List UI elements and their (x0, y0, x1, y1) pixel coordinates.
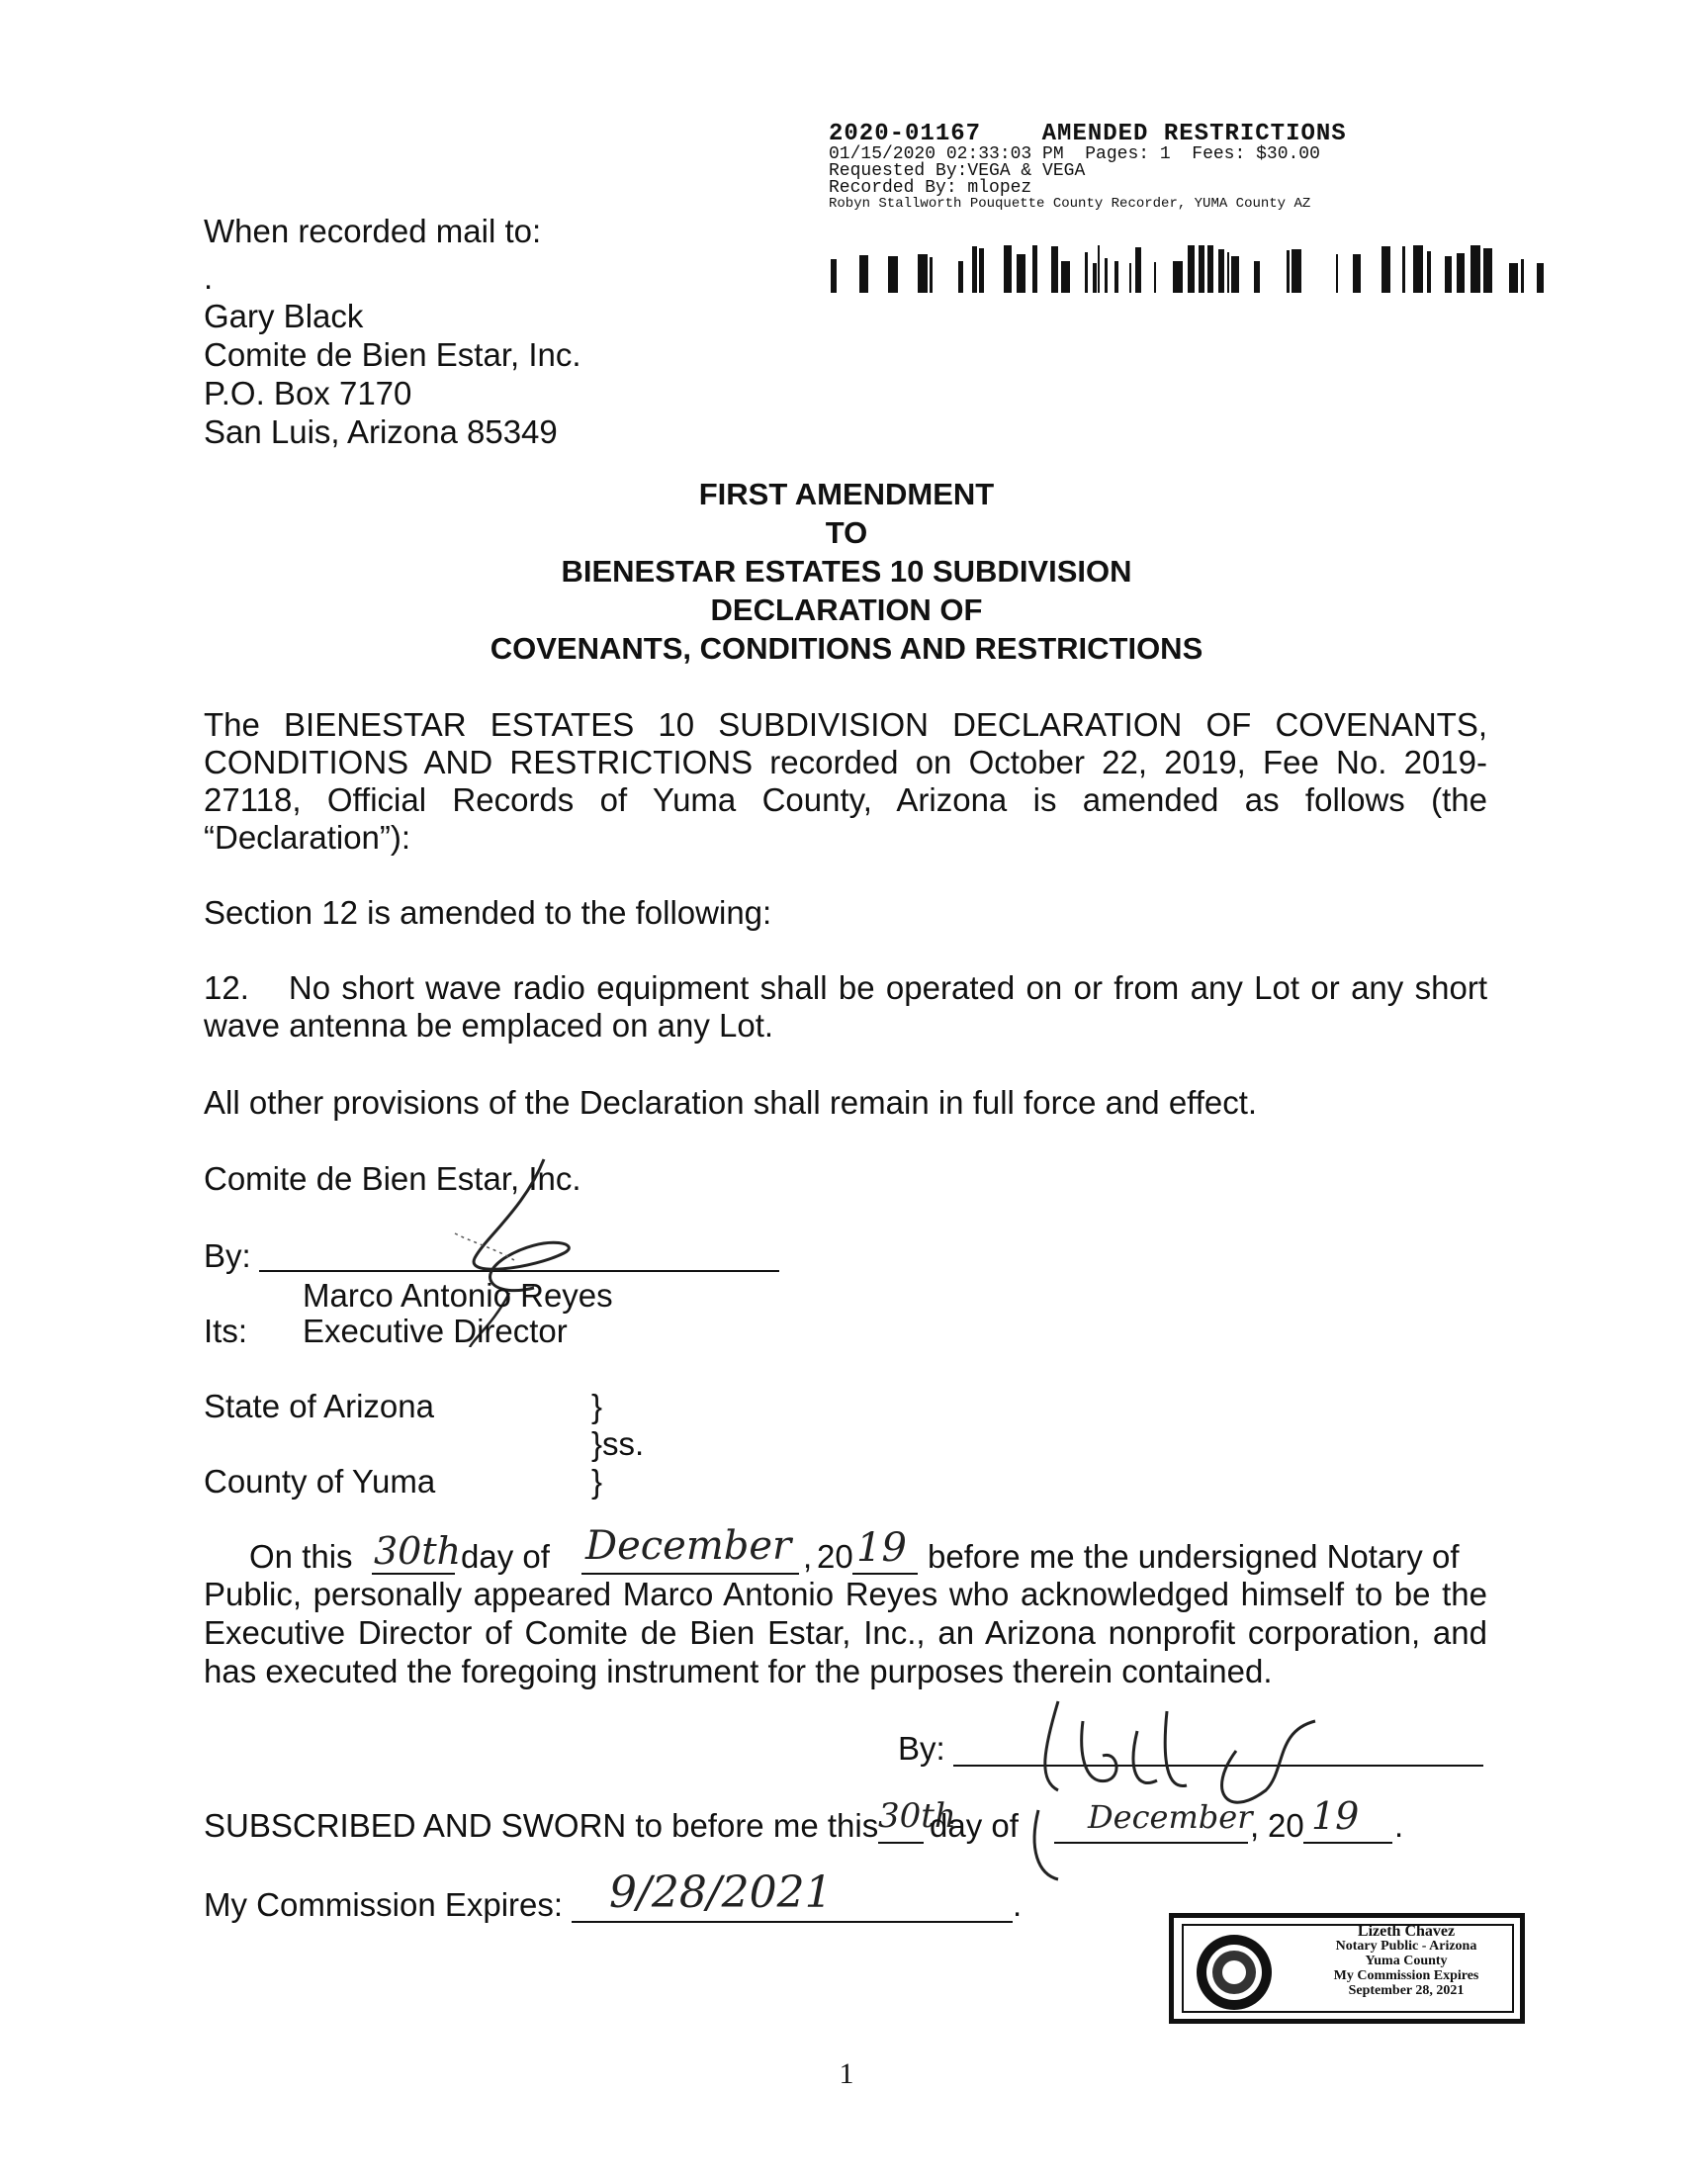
sworn-day-of: day of (930, 1807, 1019, 1844)
title-line-2: TO (825, 515, 868, 550)
mail-to-city: San Luis, Arizona 85349 (204, 413, 558, 450)
ack-year-prefix: 20 (817, 1538, 853, 1575)
seal-commission: My Commission Expires (1333, 1968, 1479, 1983)
commission-label: My Commission Expires: (204, 1886, 564, 1923)
intro-paragraph: The BIENESTAR ESTATES 10 SUBDIVISION DECLARATION OF COVENANTS, CONDITIONS AND RESTRICTIONS recorded on October 22, 2019, Fee No. 2019-27118, Official Records of Yuma County, Arizona is amended as follows (the “Declaration”): (204, 706, 1487, 856)
sworn-end: . (1394, 1807, 1404, 1844)
commission-line (572, 1921, 1013, 1923)
mail-to-label: When recorded mail to: (204, 213, 542, 249)
mail-to-block (204, 212, 581, 451)
title-line-1: FIRST AMENDMENT (698, 477, 995, 511)
commission-end: . (1013, 1886, 1023, 1923)
sworn-year-handwritten: 19 (1311, 1794, 1360, 1838)
seal-expires: September 28, 2021 (1348, 1983, 1465, 1998)
venue-state: State of Arizona (204, 1388, 434, 1424)
sworn-year-line (1303, 1842, 1392, 1844)
recording-requested-by: Requested By:VEGA & VEGA (829, 161, 1086, 181)
recorder-stamp (829, 123, 1541, 212)
mail-to-bullet: . (204, 259, 214, 296)
ack-rest: Public, personally appeared Marco Antonio Reyes who acknowledged himself to be the Executive Director of Comite de Bien Estar, Inc., an Arizona nonprofit corporation, and has executed the foregoing instrument for the purposes therein contained. (204, 1576, 1487, 1689)
seal-notary-name: Lizeth Chavez (1357, 1923, 1456, 1940)
ack-day-of: day of (461, 1538, 550, 1575)
sworn-prefix: SUBSCRIBED AND SWORN to before me this (204, 1807, 879, 1844)
venue-brace-1: } (591, 1388, 603, 1424)
arizona-seal-icon (1194, 1932, 1275, 2013)
mail-to-org: Comite de Bien Estar, Inc. (204, 336, 581, 373)
sworn-day-handwritten: 30th (878, 1796, 956, 1836)
sworn-month-line (1054, 1842, 1248, 1844)
its-label: Its: (204, 1313, 248, 1349)
venue-brace-3: } (591, 1463, 603, 1500)
signature-by-label: By: (204, 1237, 251, 1274)
recording-datetime: 01/15/2020 02:33:03 PM (829, 144, 1064, 164)
seal-county: Yuma County (1365, 1954, 1448, 1968)
seal-notary-title: Notary Public - Arizona (1335, 1939, 1477, 1954)
ack-comma: , (803, 1538, 813, 1575)
ack-year-handwritten: 19 (856, 1525, 907, 1571)
notary-by-label: By: (898, 1730, 945, 1767)
recording-pages: Pages: 1 (1085, 144, 1171, 164)
commission-handwritten: 9/28/2021 (609, 1867, 833, 1918)
sworn-month-handwritten: December (1088, 1798, 1253, 1836)
recording-recorded-by: Recorded By: mlopez (829, 178, 1032, 198)
recording-recorder: Robyn Stallworth Pouquette County Recorder, YUMA County AZ (829, 196, 1311, 212)
item-number: 12. (204, 969, 249, 1006)
signer-title: Executive Director (303, 1313, 568, 1349)
sworn-comma: , (1250, 1807, 1260, 1844)
barcode-image (831, 245, 1553, 293)
signature-org: Comite de Bien Estar, Inc. (204, 1160, 581, 1197)
ack-month-handwritten: December (585, 1523, 792, 1569)
recording-fees: Fees: $30.00 (1192, 144, 1320, 164)
document-title (0, 475, 1693, 668)
notary-signature-image (1028, 1691, 1384, 1889)
recording-fee-number: 2020-01167 (829, 121, 982, 147)
page-number: 1 (839, 2057, 854, 2090)
ack-line-1-rest: before me the undersigned Notary of (928, 1538, 1460, 1575)
sworn-year-prefix: 20 (1268, 1807, 1304, 1844)
title-line-4: DECLARATION OF (710, 592, 983, 627)
venue-county: County of Yuma (204, 1463, 436, 1500)
title-line-5: COVENANTS, CONDITIONS AND RESTRICTIONS (490, 631, 1203, 666)
item-12 (204, 969, 1487, 1045)
notary-seal (1169, 1913, 1525, 2024)
mail-to-po-box: P.O. Box 7170 (204, 375, 412, 411)
ack-day-handwritten: 30th (374, 1529, 462, 1573)
section-line: Section 12 is amended to the following: (204, 894, 772, 931)
title-line-3: BIENESTAR ESTATES 10 SUBDIVISION (561, 554, 1132, 589)
ack-prefix: On this (249, 1538, 353, 1575)
mail-to-name: Gary Black (204, 298, 364, 334)
signer-name: Marco Antonio Reyes (303, 1277, 613, 1314)
sworn-day-line (878, 1842, 924, 1844)
closing-line: All other provisions of the Declaration shall remain in full force and effect. (204, 1084, 1258, 1121)
recording-doc-type: AMENDED RESTRICTIONS (1041, 121, 1347, 147)
venue-ss: }ss. (591, 1425, 645, 1462)
item-text: No short wave radio equipment shall be operated on or from any Lot or any short wave antenna be emplaced on any Lot. (204, 969, 1487, 1044)
